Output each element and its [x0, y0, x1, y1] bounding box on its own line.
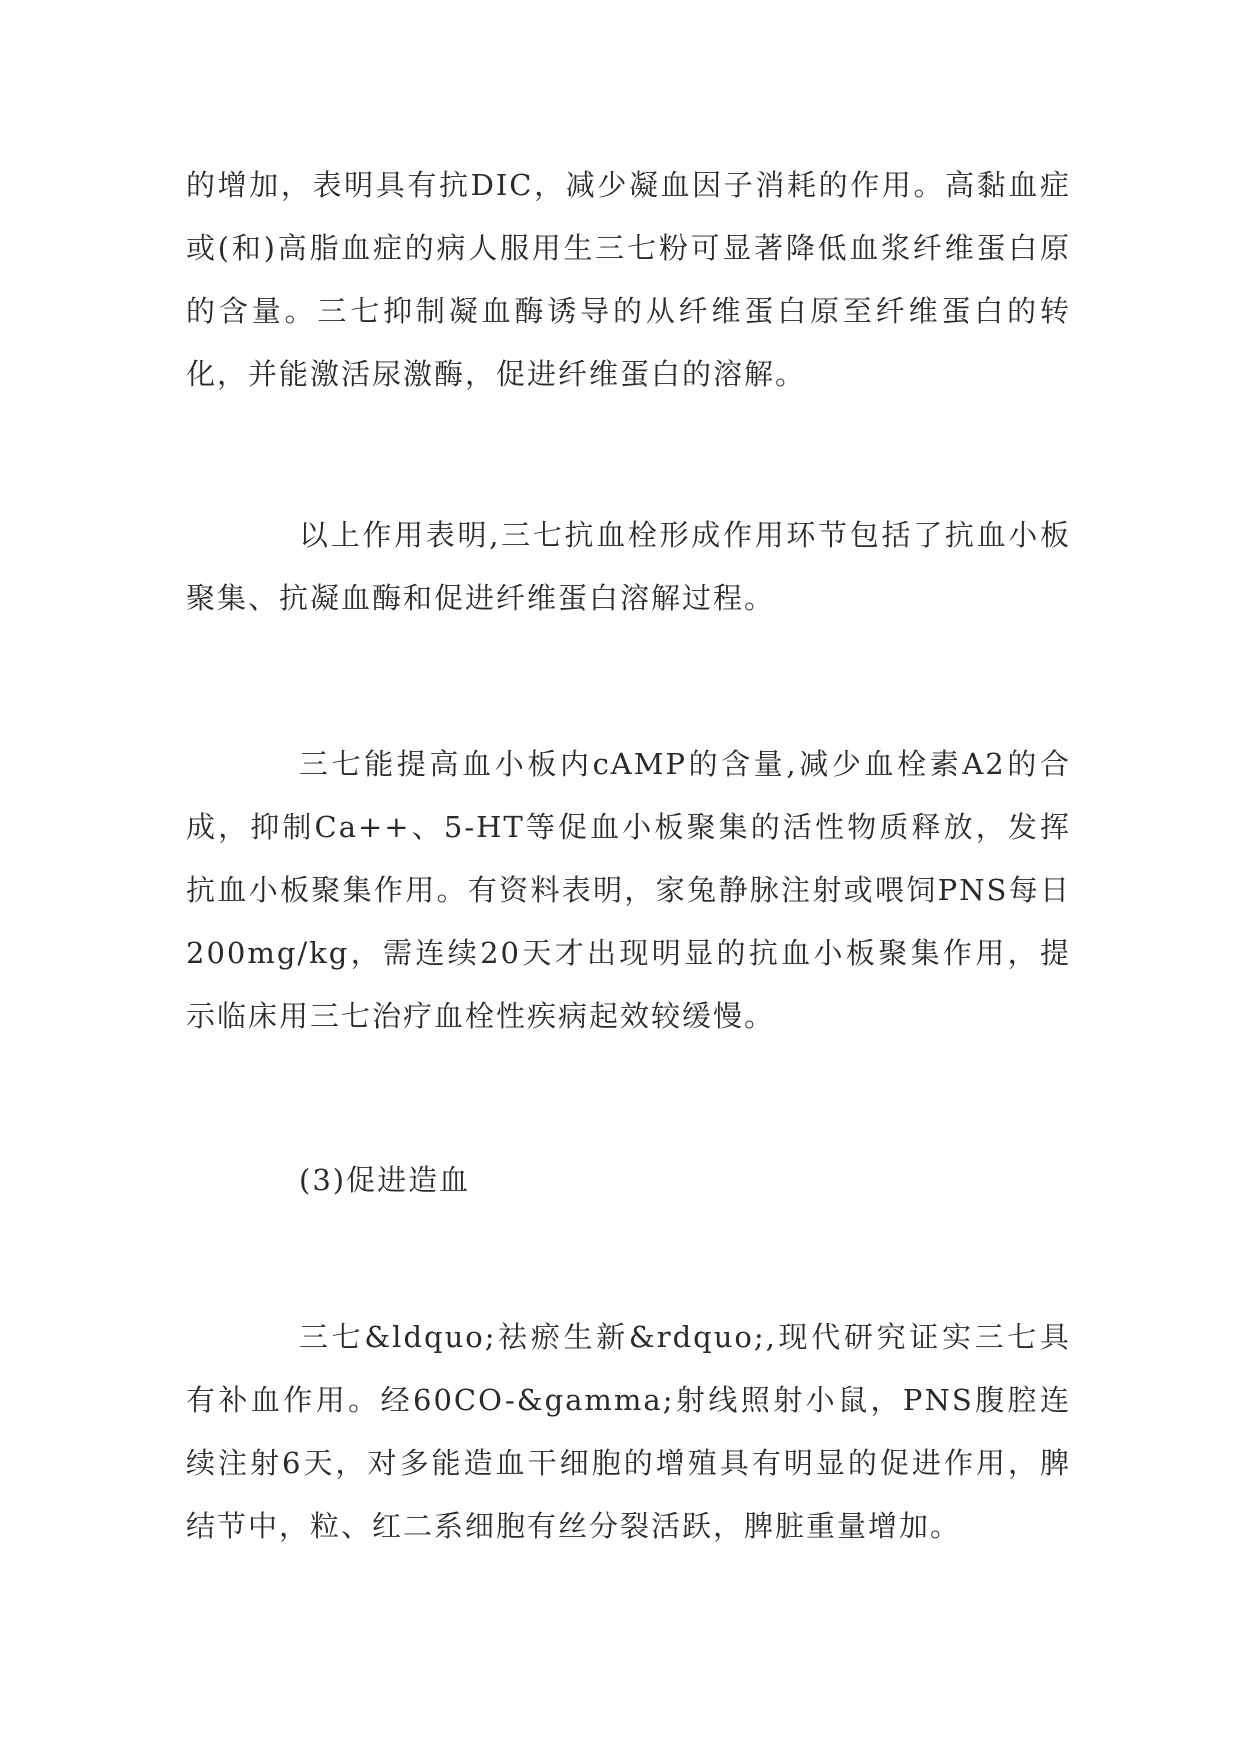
section-heading-hematopoiesis: (3)促进造血 — [299, 1163, 471, 1197]
paragraph-anticoagulant-effects: 的增加，表明具有抗DIC，减少凝血因子消耗的作用。高黏血症或(和)高脂血症的病人服用生三七粉可显著降低血浆纤维蛋白原的含量。三七抑制凝血酶诱导的从纤维蛋白原至纤维蛋白的转化，并能激活尿激酶，促进纤维蛋白的溶解。 — [186, 168, 1071, 391]
paragraph-summary: 以上作用表明,三七抗血栓形成作用环节包括了抗血小板聚集、抗凝血酶和促进纤维蛋白溶解过程。 — [186, 518, 1071, 615]
paragraph-platelet-aggregation: 三七能提高血小板内cAMP的含量,减少血栓素A2的合成，抑制Ca++、5-HT等促血小板聚集的活性物质释放，发挥抗血小板聚集作用。有资料表明，家兔静脉注射或喂饲PNS每日200mg/kg，需连续20天才出现明显的抗血小板聚集作用，提示临床用三七治疗血栓性疾病起效较缓慢。 — [186, 747, 1071, 1033]
paragraph-hematopoiesis: 三七&ldquo;祛瘀生新&rdquo;,现代研究证实三七具有补血作用。经60CO-&gamma;射线照射小鼠，PNS腹腔连续注射6天，对多能造血干细胞的增殖具有明显的促进作用，脾结节中，粒、红二系细胞有丝分裂活跃，脾脏重量增加。 — [186, 1320, 1071, 1543]
